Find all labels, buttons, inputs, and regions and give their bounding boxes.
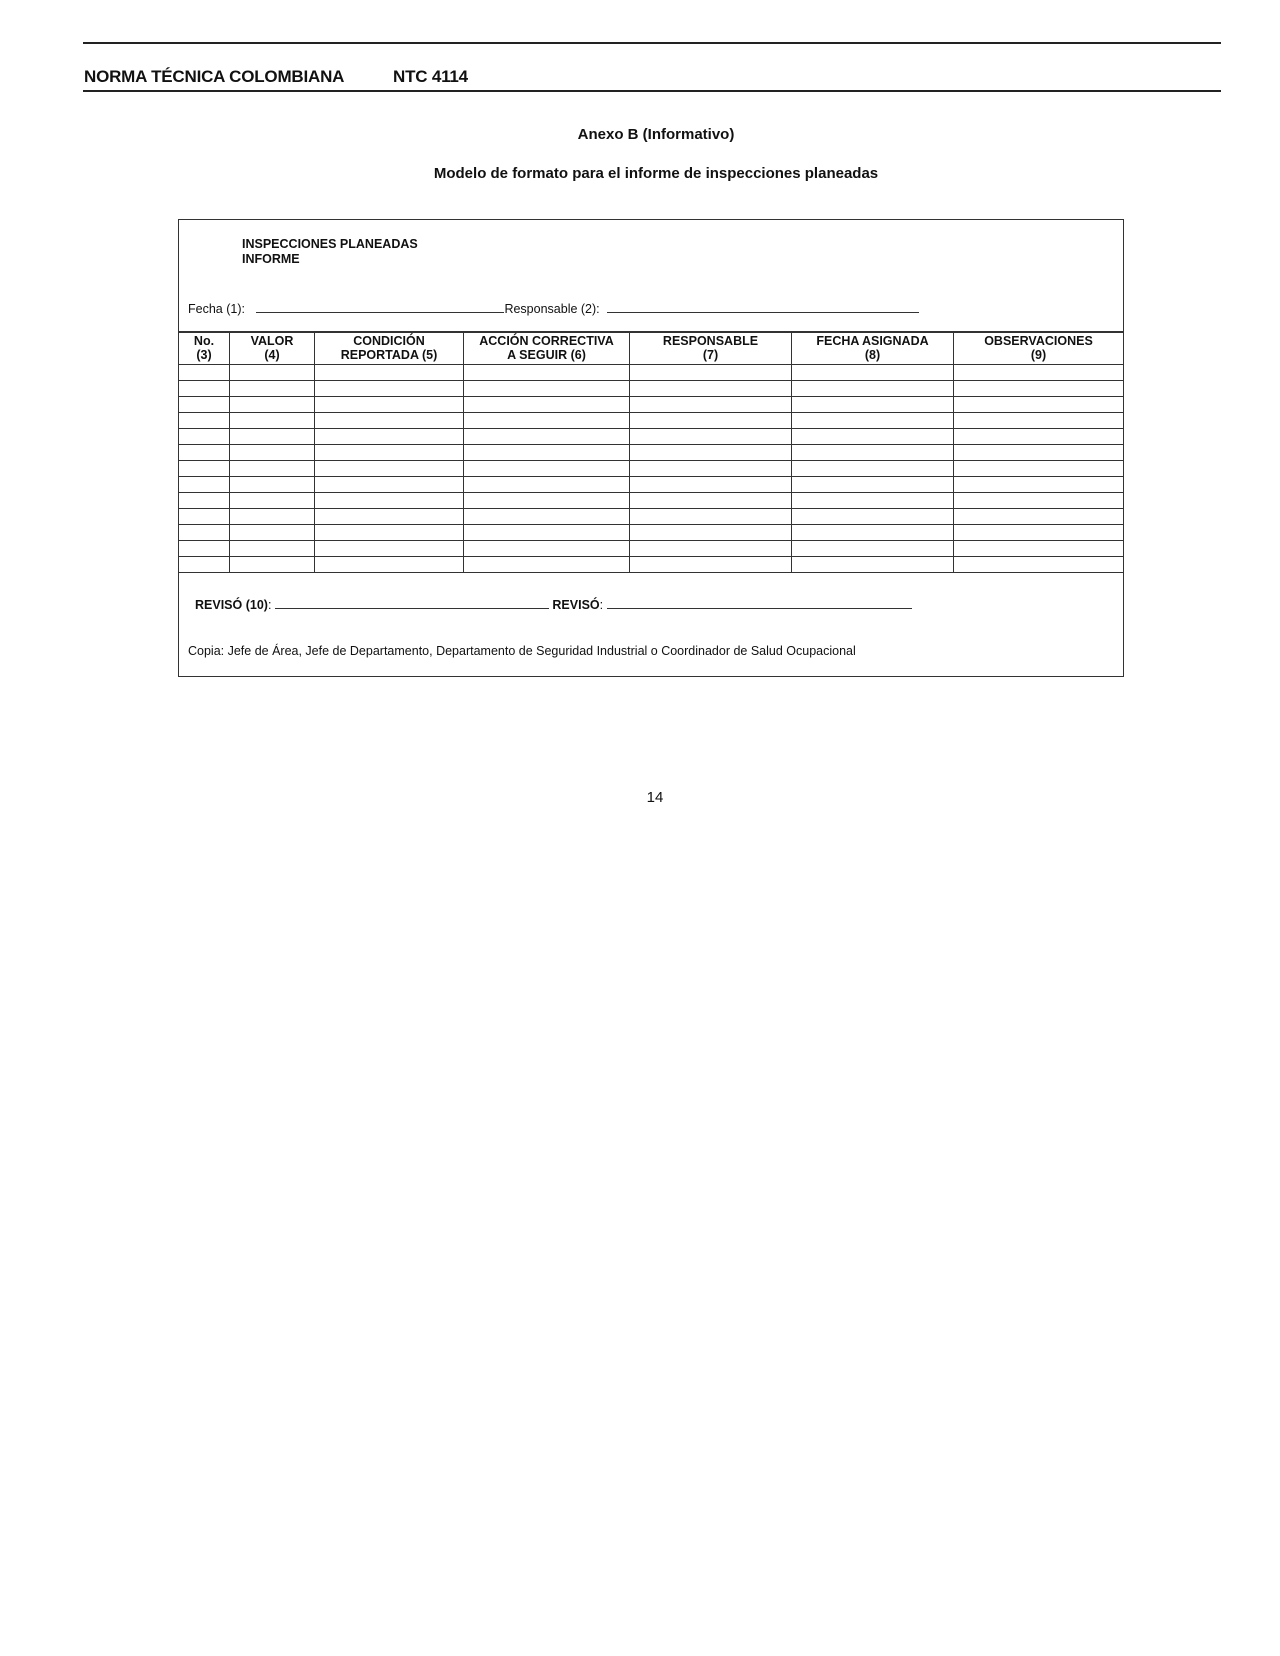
table-cell[interactable]: [954, 445, 1124, 461]
table-cell[interactable]: [179, 477, 230, 493]
table-row: [179, 477, 1124, 493]
table-cell[interactable]: [954, 413, 1124, 429]
table-cell[interactable]: [179, 413, 230, 429]
table-cell[interactable]: [179, 397, 230, 413]
responsable-field[interactable]: [607, 300, 919, 313]
col-header-no: No. (3): [179, 332, 230, 365]
col-header-accion: ACCIÓN CORRECTIVA A SEGUIR (6): [464, 332, 630, 365]
table-row: [179, 541, 1124, 557]
table-cell[interactable]: [954, 493, 1124, 509]
table-cell[interactable]: [179, 509, 230, 525]
table-cell[interactable]: [315, 397, 464, 413]
page-number: 14: [646, 789, 664, 806]
table-cell[interactable]: [792, 525, 954, 541]
table-cell[interactable]: [230, 461, 315, 477]
table-cell[interactable]: [464, 413, 630, 429]
table-row: [179, 525, 1124, 541]
table-cell[interactable]: [464, 493, 630, 509]
table-cell[interactable]: [179, 461, 230, 477]
table-cell[interactable]: [179, 429, 230, 445]
inspection-report-form: [178, 219, 1124, 677]
table-cell[interactable]: [315, 541, 464, 557]
table-cell[interactable]: [954, 525, 1124, 541]
table-cell[interactable]: [792, 365, 954, 381]
fecha-label: Fecha (1):: [188, 302, 245, 316]
table-cell[interactable]: [464, 541, 630, 557]
table-row: [179, 397, 1124, 413]
table-cell[interactable]: [954, 365, 1124, 381]
col-header-responsable: RESPONSABLE (7): [630, 332, 792, 365]
table-cell[interactable]: [954, 541, 1124, 557]
table-cell[interactable]: [464, 365, 630, 381]
table-cell[interactable]: [315, 509, 464, 525]
table-cell[interactable]: [792, 445, 954, 461]
table-cell[interactable]: [464, 477, 630, 493]
table-cell[interactable]: [179, 525, 230, 541]
table-cell[interactable]: [630, 557, 792, 573]
reviso-field-2[interactable]: [607, 596, 912, 609]
table-cell[interactable]: [230, 477, 315, 493]
table-cell[interactable]: [179, 445, 230, 461]
table-cell[interactable]: [630, 509, 792, 525]
table-cell[interactable]: [630, 493, 792, 509]
table-cell[interactable]: [315, 445, 464, 461]
table-cell[interactable]: [954, 557, 1124, 573]
table-cell[interactable]: [630, 541, 792, 557]
table-cell[interactable]: [230, 381, 315, 397]
col-header-observaciones: OBSERVACIONES (9): [954, 332, 1124, 365]
table-cell[interactable]: [630, 461, 792, 477]
table-cell[interactable]: [230, 413, 315, 429]
table-cell[interactable]: [792, 413, 954, 429]
table-cell[interactable]: [179, 365, 230, 381]
col-header-valor: VALOR (4): [230, 332, 315, 365]
table-cell[interactable]: [179, 493, 230, 509]
table-cell[interactable]: [464, 381, 630, 397]
reviso-label-2: REVISÓ: [552, 598, 600, 612]
annex-title: Anexo B (Informativo): [577, 126, 735, 143]
table-cell[interactable]: [315, 477, 464, 493]
copy-distribution: Copia: Jefe de Área, Jefe de Departamento, Departamento de Seguridad Industrial o Coordinador de Salud Ocupacional: [188, 644, 856, 658]
table-cell[interactable]: [464, 557, 630, 573]
table-cell[interactable]: [230, 509, 315, 525]
table-cell[interactable]: [315, 493, 464, 509]
table-cell[interactable]: [792, 493, 954, 509]
table-cell[interactable]: [464, 461, 630, 477]
table-cell[interactable]: [179, 381, 230, 397]
table-cell[interactable]: [315, 461, 464, 477]
table-cell[interactable]: [179, 541, 230, 557]
table-cell[interactable]: [630, 413, 792, 429]
table-row: [179, 445, 1124, 461]
table-cell[interactable]: [315, 381, 464, 397]
table-row: [179, 365, 1124, 381]
table-row: [179, 509, 1124, 525]
form-heading: [242, 237, 418, 267]
table-cell[interactable]: [230, 557, 315, 573]
inspection-table: [178, 331, 1124, 573]
table-row: [179, 493, 1124, 509]
standard-code: NTC 4114: [393, 67, 468, 86]
table-cell[interactable]: [230, 429, 315, 445]
table-cell[interactable]: [179, 557, 230, 573]
reviso-label-1: REVISÓ (10): [195, 598, 268, 612]
table-cell[interactable]: [464, 429, 630, 445]
table-cell[interactable]: [792, 541, 954, 557]
table-row: [179, 413, 1124, 429]
fecha-field[interactable]: [256, 300, 504, 313]
annex-subtitle: Modelo de formato para el informe de inspecciones planeadas: [433, 165, 879, 182]
table-cell[interactable]: [230, 365, 315, 381]
table-cell[interactable]: [792, 477, 954, 493]
table-row: [179, 557, 1124, 573]
table-cell[interactable]: [315, 557, 464, 573]
table-cell[interactable]: [230, 525, 315, 541]
review-fields: REVISÓ (10): REVISÓ:: [195, 596, 912, 612]
table-row: [179, 461, 1124, 477]
table-row: [179, 381, 1124, 397]
table-cell[interactable]: [954, 381, 1124, 397]
table-cell[interactable]: [464, 397, 630, 413]
table-cell[interactable]: [630, 365, 792, 381]
table-cell[interactable]: [230, 445, 315, 461]
col-header-condicion: CONDICIÓN REPORTADA (5): [315, 332, 464, 365]
table-cell[interactable]: [792, 429, 954, 445]
table-cell[interactable]: [464, 445, 630, 461]
table-cell[interactable]: [230, 493, 315, 509]
table-cell[interactable]: [315, 365, 464, 381]
table-cell[interactable]: [954, 429, 1124, 445]
table-cell[interactable]: [954, 509, 1124, 525]
table-cell[interactable]: [792, 397, 954, 413]
table-cell[interactable]: [954, 477, 1124, 493]
form-heading-line2: INFORME: [242, 252, 300, 266]
table-cell[interactable]: [230, 397, 315, 413]
table-header-row: [179, 332, 1124, 365]
table-cell[interactable]: [315, 525, 464, 541]
table-cell[interactable]: [792, 381, 954, 397]
table-cell[interactable]: [954, 397, 1124, 413]
table-cell[interactable]: [315, 413, 464, 429]
table-cell[interactable]: [630, 397, 792, 413]
table-cell[interactable]: [630, 525, 792, 541]
table-cell[interactable]: [630, 445, 792, 461]
responsable-label: Responsable (2):: [504, 302, 600, 316]
form-heading-line1: INSPECCIONES PLANEADAS: [242, 237, 418, 251]
table-cell[interactable]: [230, 541, 315, 557]
table-cell[interactable]: [792, 461, 954, 477]
table-cell[interactable]: [954, 461, 1124, 477]
header-fields: [188, 300, 919, 316]
table-cell[interactable]: [792, 557, 954, 573]
table-cell[interactable]: [315, 429, 464, 445]
table-row: [179, 429, 1124, 445]
table-cell[interactable]: [792, 509, 954, 525]
table-cell[interactable]: [630, 381, 792, 397]
standard-title: NORMA TÉCNICA COLOMBIANA: [84, 67, 345, 86]
page-header: [83, 42, 1221, 92]
col-header-fecha: FECHA ASIGNADA (8): [792, 332, 954, 365]
table-cell[interactable]: [630, 477, 792, 493]
table-cell[interactable]: [464, 509, 630, 525]
reviso-field-1[interactable]: [275, 596, 549, 609]
table-cell[interactable]: [630, 429, 792, 445]
table-cell[interactable]: [464, 525, 630, 541]
